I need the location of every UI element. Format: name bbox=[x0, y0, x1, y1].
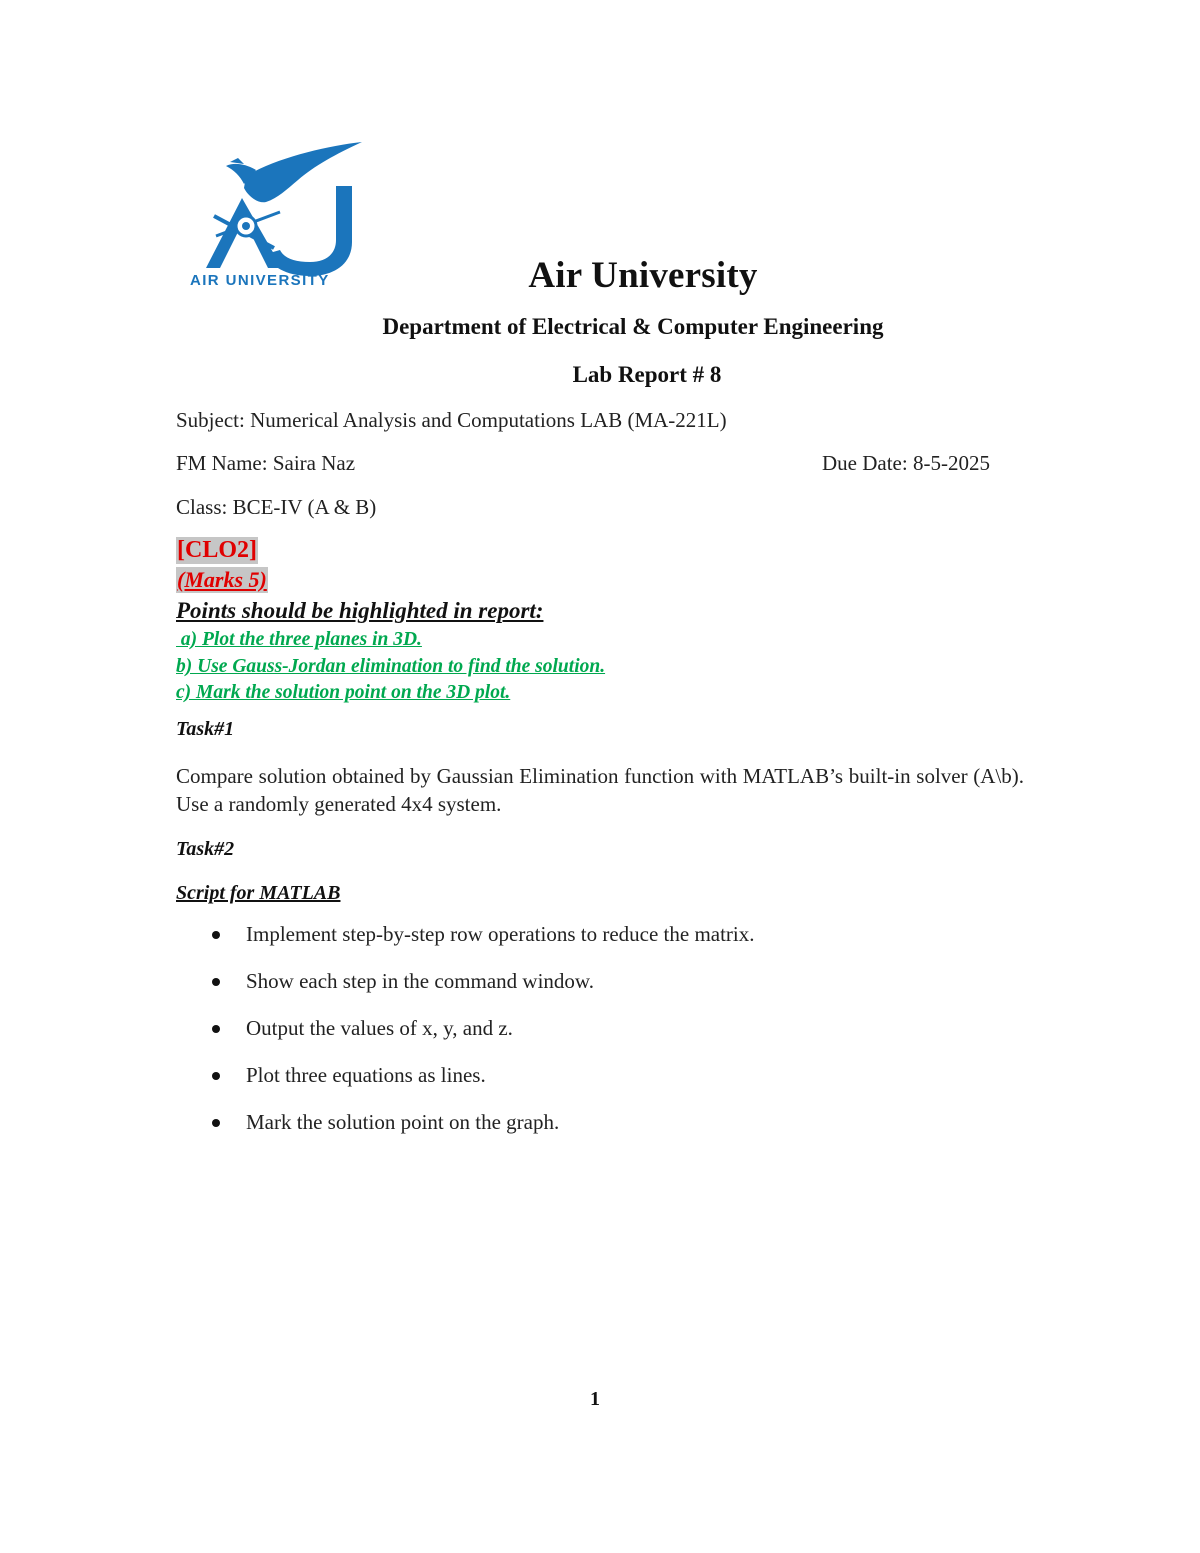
point-item: b) Use Gauss-Jordan elimination to find the solution. bbox=[176, 656, 606, 677]
bullet-icon bbox=[212, 931, 220, 939]
points-heading: Points should be highlighted in report: bbox=[176, 598, 544, 623]
list-item bbox=[212, 1110, 755, 1157]
clo-label: [CLO2] bbox=[177, 537, 257, 563]
university-title: Air University bbox=[528, 255, 758, 296]
point-item: c) Mark the solution point on the 3D plot. bbox=[176, 682, 511, 703]
bullet-text: Output the values of x, y, and z. bbox=[246, 1016, 513, 1040]
bullet-text: Show each step in the command window. bbox=[246, 969, 594, 993]
task1-label: Task#1 bbox=[176, 718, 235, 740]
bullet-icon bbox=[212, 1025, 220, 1033]
script-heading: Script for MATLAB bbox=[176, 882, 341, 904]
fm-name: FM Name: Saira Naz bbox=[176, 451, 356, 475]
task2-label: Task#2 bbox=[176, 838, 235, 860]
page-number: 1 bbox=[590, 1388, 600, 1410]
svg-text:AIR UNIVERSITY: AIR UNIVERSITY bbox=[190, 272, 330, 289]
report-title: Lab Report # 8 bbox=[572, 362, 722, 387]
bullet-text: Mark the solution point on the graph. bbox=[246, 1110, 560, 1134]
list-item bbox=[212, 922, 755, 969]
task1-text: Compare solution obtained by Gaussian Elimination function with MATLAB’s built-in solver (A\b). Use a randomly generated 4x4 system. bbox=[176, 764, 1024, 816]
script-bullet-list bbox=[212, 922, 755, 1157]
bullet-text: Plot three equations as lines. bbox=[246, 1063, 486, 1087]
subject-line: Subject: Numerical Analysis and Computations LAB (MA-221L) bbox=[176, 408, 727, 432]
department-title: Department of Electrical & Computer Engineering bbox=[382, 314, 884, 339]
due-date: Due Date: 8-5-2025 bbox=[822, 451, 990, 475]
list-item bbox=[212, 969, 755, 1016]
list-item bbox=[212, 1063, 755, 1110]
bullet-icon bbox=[212, 1119, 220, 1127]
marks-label: (Marks 5) bbox=[177, 567, 267, 592]
bullet-icon bbox=[212, 978, 220, 986]
list-item bbox=[212, 1016, 755, 1063]
bullet-icon bbox=[212, 1072, 220, 1080]
bullet-text: Implement step-by-step row operations to reduce the matrix. bbox=[246, 922, 755, 946]
class-line: Class: BCE-IV (A & B) bbox=[176, 495, 377, 519]
point-item: a) Plot the three planes in 3D. bbox=[176, 629, 422, 650]
